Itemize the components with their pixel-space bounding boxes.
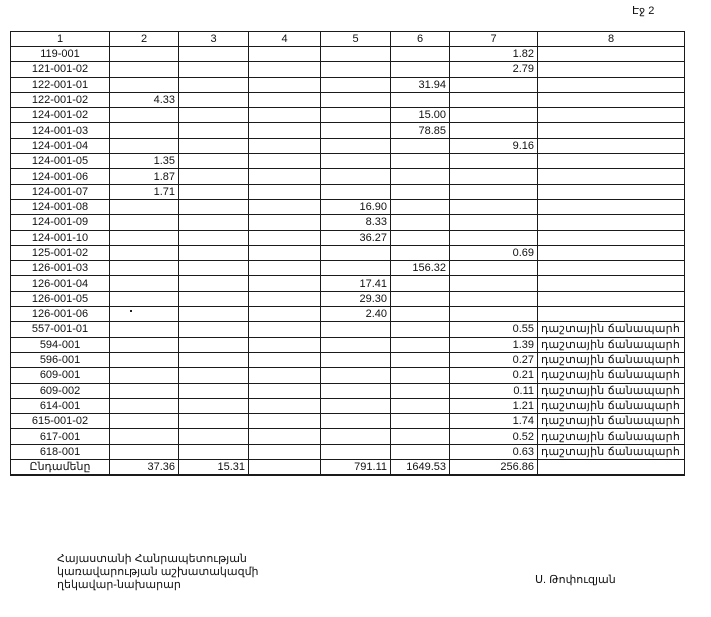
parcel-code-cell: 121-001-02 bbox=[11, 62, 110, 77]
value-cell bbox=[110, 47, 179, 62]
value-cell bbox=[450, 169, 538, 184]
value-cell bbox=[391, 230, 450, 245]
value-cell bbox=[391, 184, 450, 199]
value-cell bbox=[110, 62, 179, 77]
value-cell: 15.31 bbox=[179, 460, 249, 476]
value-cell bbox=[179, 199, 249, 214]
value-cell bbox=[321, 154, 391, 169]
value-cell: 1649.53 bbox=[391, 460, 450, 476]
value-cell bbox=[249, 398, 321, 413]
value-cell: 1.74 bbox=[450, 414, 538, 429]
note-cell bbox=[538, 92, 685, 107]
value-cell bbox=[391, 62, 450, 77]
value-cell bbox=[249, 62, 321, 77]
table-row bbox=[11, 138, 685, 153]
value-cell bbox=[391, 383, 450, 398]
table-row bbox=[11, 398, 685, 413]
table-row bbox=[11, 62, 685, 77]
table-row bbox=[11, 169, 685, 184]
note-cell bbox=[538, 307, 685, 322]
value-cell bbox=[321, 184, 391, 199]
value-cell bbox=[450, 77, 538, 92]
value-cell bbox=[450, 108, 538, 123]
parcel-code-cell: 124-001-08 bbox=[11, 199, 110, 214]
value-cell bbox=[110, 108, 179, 123]
value-cell bbox=[179, 352, 249, 367]
value-cell bbox=[391, 154, 450, 169]
value-cell bbox=[321, 337, 391, 352]
signature-name: Ս. Թոփուզյան bbox=[535, 574, 616, 586]
value-cell bbox=[249, 460, 321, 476]
note-cell: դաշտային ճանապարհ bbox=[538, 368, 685, 383]
parcel-code-cell: 609-001 bbox=[11, 368, 110, 383]
parcel-code-cell: 609-002 bbox=[11, 383, 110, 398]
value-cell bbox=[179, 230, 249, 245]
value-cell bbox=[179, 123, 249, 138]
value-cell bbox=[110, 245, 179, 260]
value-cell: 31.94 bbox=[391, 77, 450, 92]
parcel-code-cell: 126-001-04 bbox=[11, 276, 110, 291]
table-row bbox=[11, 77, 685, 92]
value-cell: 1.39 bbox=[450, 337, 538, 352]
value-cell bbox=[391, 307, 450, 322]
value-cell bbox=[321, 138, 391, 153]
value-cell bbox=[450, 276, 538, 291]
value-cell bbox=[179, 108, 249, 123]
value-cell bbox=[450, 215, 538, 230]
value-cell bbox=[249, 368, 321, 383]
value-cell bbox=[110, 322, 179, 337]
value-cell bbox=[110, 307, 179, 322]
table-row bbox=[11, 108, 685, 123]
value-cell bbox=[391, 291, 450, 306]
parcel-code-cell: 126-001-05 bbox=[11, 291, 110, 306]
value-cell: 1.71 bbox=[110, 184, 179, 199]
value-cell bbox=[249, 108, 321, 123]
parcel-code-cell: 618-001 bbox=[11, 444, 110, 459]
value-cell bbox=[249, 414, 321, 429]
value-cell: 29.30 bbox=[321, 291, 391, 306]
header-cell: 8 bbox=[538, 32, 685, 47]
value-cell bbox=[110, 291, 179, 306]
value-cell bbox=[249, 230, 321, 245]
value-cell bbox=[249, 352, 321, 367]
value-cell: 0.11 bbox=[450, 383, 538, 398]
table-row bbox=[11, 276, 685, 291]
table-row bbox=[11, 230, 685, 245]
table-row bbox=[11, 47, 685, 62]
note-cell bbox=[538, 261, 685, 276]
header-cell: 4 bbox=[249, 32, 321, 47]
signature-title bbox=[57, 553, 259, 592]
value-cell: 156.32 bbox=[391, 261, 450, 276]
table-row bbox=[11, 245, 685, 260]
parcel-code-cell: 615-001-02 bbox=[11, 414, 110, 429]
table-row bbox=[11, 199, 685, 214]
header-cell: 3 bbox=[179, 32, 249, 47]
value-cell bbox=[249, 307, 321, 322]
value-cell bbox=[249, 215, 321, 230]
header-row bbox=[11, 32, 685, 47]
value-cell bbox=[391, 398, 450, 413]
header-cell: 5 bbox=[321, 32, 391, 47]
value-cell bbox=[179, 184, 249, 199]
value-cell bbox=[321, 383, 391, 398]
value-cell bbox=[249, 199, 321, 214]
value-cell bbox=[450, 92, 538, 107]
value-cell bbox=[179, 429, 249, 444]
value-cell bbox=[249, 123, 321, 138]
value-cell bbox=[249, 444, 321, 459]
value-cell bbox=[391, 368, 450, 383]
note-cell bbox=[538, 169, 685, 184]
parcel-code-cell: 125-001-02 bbox=[11, 245, 110, 260]
note-cell: դաշտային ճանապարհ bbox=[538, 352, 685, 367]
value-cell bbox=[110, 77, 179, 92]
value-cell bbox=[450, 291, 538, 306]
value-cell bbox=[321, 62, 391, 77]
value-cell bbox=[321, 414, 391, 429]
parcel-code-cell: 594-001 bbox=[11, 337, 110, 352]
value-cell bbox=[249, 47, 321, 62]
value-cell bbox=[391, 429, 450, 444]
note-cell bbox=[538, 215, 685, 230]
value-cell bbox=[179, 261, 249, 276]
value-cell bbox=[391, 92, 450, 107]
value-cell bbox=[110, 138, 179, 153]
value-cell: 37.36 bbox=[110, 460, 179, 476]
value-cell bbox=[179, 169, 249, 184]
value-cell bbox=[249, 138, 321, 153]
page-label: Էջ 2 bbox=[632, 5, 655, 17]
note-cell bbox=[538, 245, 685, 260]
value-cell: 16.90 bbox=[321, 199, 391, 214]
parcel-code-cell: 124-001-07 bbox=[11, 184, 110, 199]
table-row bbox=[11, 215, 685, 230]
value-cell bbox=[110, 352, 179, 367]
parcel-code-cell: Ընդամենը bbox=[11, 460, 110, 476]
note-cell bbox=[538, 62, 685, 77]
table-row bbox=[11, 322, 685, 337]
header-cell: 1 bbox=[11, 32, 110, 47]
value-cell bbox=[321, 245, 391, 260]
value-cell bbox=[321, 322, 391, 337]
value-cell bbox=[249, 337, 321, 352]
value-cell bbox=[391, 352, 450, 367]
value-cell bbox=[179, 245, 249, 260]
value-cell: 0.27 bbox=[450, 352, 538, 367]
parcel-code-cell: 124-001-02 bbox=[11, 108, 110, 123]
parcel-code-cell: 557-001-01 bbox=[11, 322, 110, 337]
value-cell bbox=[179, 62, 249, 77]
table-row bbox=[11, 337, 685, 352]
value-cell bbox=[321, 368, 391, 383]
value-cell bbox=[391, 47, 450, 62]
value-cell: 0.52 bbox=[450, 429, 538, 444]
value-cell bbox=[249, 169, 321, 184]
value-cell: 36.27 bbox=[321, 230, 391, 245]
signature-line: Հայաստանի Հանրապետության bbox=[57, 553, 247, 565]
parcel-code-cell: 614-001 bbox=[11, 398, 110, 413]
value-cell bbox=[179, 414, 249, 429]
value-cell bbox=[321, 429, 391, 444]
value-cell: 8.33 bbox=[321, 215, 391, 230]
value-cell bbox=[110, 368, 179, 383]
value-cell bbox=[321, 47, 391, 62]
value-cell bbox=[321, 92, 391, 107]
value-cell bbox=[450, 123, 538, 138]
value-cell bbox=[179, 398, 249, 413]
value-cell bbox=[450, 307, 538, 322]
value-cell bbox=[179, 291, 249, 306]
value-cell bbox=[179, 368, 249, 383]
value-cell bbox=[321, 261, 391, 276]
value-cell bbox=[450, 230, 538, 245]
value-cell bbox=[110, 414, 179, 429]
value-cell bbox=[110, 123, 179, 138]
value-cell bbox=[450, 199, 538, 214]
scan-dot bbox=[130, 310, 132, 312]
parcel-code-cell: 119-001 bbox=[11, 47, 110, 62]
table-row bbox=[11, 261, 685, 276]
value-cell bbox=[249, 383, 321, 398]
note-cell: դաշտային ճանապարհ bbox=[538, 429, 685, 444]
parcel-code-cell: 124-001-09 bbox=[11, 215, 110, 230]
value-cell bbox=[391, 169, 450, 184]
table-row bbox=[11, 352, 685, 367]
data-table bbox=[10, 31, 685, 476]
value-cell bbox=[179, 77, 249, 92]
value-cell bbox=[110, 444, 179, 459]
value-cell bbox=[321, 77, 391, 92]
value-cell: 0.21 bbox=[450, 368, 538, 383]
note-cell bbox=[538, 276, 685, 291]
value-cell: 0.63 bbox=[450, 444, 538, 459]
parcel-code-cell: 124-001-04 bbox=[11, 138, 110, 153]
value-cell bbox=[391, 276, 450, 291]
value-cell bbox=[391, 337, 450, 352]
value-cell bbox=[391, 414, 450, 429]
header-cell: 6 bbox=[391, 32, 450, 47]
value-cell bbox=[110, 337, 179, 352]
value-cell bbox=[179, 154, 249, 169]
value-cell bbox=[249, 261, 321, 276]
value-cell: 1.87 bbox=[110, 169, 179, 184]
table-row bbox=[11, 291, 685, 306]
value-cell bbox=[321, 108, 391, 123]
table-row bbox=[11, 368, 685, 383]
value-cell: 78.85 bbox=[391, 123, 450, 138]
parcel-code-cell: 122-001-02 bbox=[11, 92, 110, 107]
table-row bbox=[11, 444, 685, 459]
note-cell bbox=[538, 108, 685, 123]
note-cell bbox=[538, 77, 685, 92]
value-cell bbox=[110, 230, 179, 245]
value-cell bbox=[110, 398, 179, 413]
value-cell bbox=[450, 261, 538, 276]
parcel-code-cell: 122-001-01 bbox=[11, 77, 110, 92]
table-row bbox=[11, 429, 685, 444]
signature-line: ղեկավար-նախարար bbox=[57, 579, 181, 591]
value-cell bbox=[110, 261, 179, 276]
value-cell: 1.21 bbox=[450, 398, 538, 413]
parcel-code-cell: 124-001-10 bbox=[11, 230, 110, 245]
value-cell bbox=[110, 199, 179, 214]
value-cell bbox=[450, 154, 538, 169]
note-cell bbox=[538, 460, 685, 476]
value-cell bbox=[249, 322, 321, 337]
value-cell bbox=[249, 291, 321, 306]
value-cell bbox=[179, 47, 249, 62]
value-cell bbox=[179, 215, 249, 230]
value-cell bbox=[249, 77, 321, 92]
note-cell bbox=[538, 138, 685, 153]
value-cell bbox=[249, 154, 321, 169]
value-cell: 1.35 bbox=[110, 154, 179, 169]
value-cell bbox=[110, 276, 179, 291]
total-row bbox=[11, 460, 685, 476]
header-cell: 7 bbox=[450, 32, 538, 47]
value-cell bbox=[179, 444, 249, 459]
value-cell bbox=[179, 322, 249, 337]
parcel-code-cell: 126-001-06 bbox=[11, 307, 110, 322]
value-cell bbox=[249, 276, 321, 291]
value-cell: 2.40 bbox=[321, 307, 391, 322]
value-cell bbox=[321, 398, 391, 413]
note-cell: դաշտային ճանապարհ bbox=[538, 322, 685, 337]
value-cell bbox=[249, 184, 321, 199]
parcel-code-cell: 124-001-03 bbox=[11, 123, 110, 138]
value-cell bbox=[249, 92, 321, 107]
note-cell bbox=[538, 291, 685, 306]
table-row bbox=[11, 383, 685, 398]
value-cell: 0.55 bbox=[450, 322, 538, 337]
value-cell bbox=[321, 352, 391, 367]
value-cell bbox=[391, 444, 450, 459]
value-cell bbox=[321, 169, 391, 184]
value-cell bbox=[110, 215, 179, 230]
value-cell: 4.33 bbox=[110, 92, 179, 107]
value-cell bbox=[110, 429, 179, 444]
signature-line: կառավարության աշխատակազմի bbox=[57, 566, 259, 578]
value-cell bbox=[179, 276, 249, 291]
value-cell: 9.16 bbox=[450, 138, 538, 153]
note-cell: դաշտային ճանապարհ bbox=[538, 444, 685, 459]
value-cell: 2.79 bbox=[450, 62, 538, 77]
value-cell bbox=[321, 123, 391, 138]
note-cell: դաշտային ճանապարհ bbox=[538, 398, 685, 413]
value-cell bbox=[391, 138, 450, 153]
note-cell bbox=[538, 230, 685, 245]
table-row bbox=[11, 414, 685, 429]
value-cell bbox=[391, 199, 450, 214]
value-cell bbox=[249, 245, 321, 260]
value-cell: 791.11 bbox=[321, 460, 391, 476]
value-cell bbox=[321, 444, 391, 459]
note-cell bbox=[538, 199, 685, 214]
parcel-code-cell: 124-001-05 bbox=[11, 154, 110, 169]
table-row bbox=[11, 307, 685, 322]
value-cell bbox=[179, 92, 249, 107]
table-row bbox=[11, 154, 685, 169]
value-cell bbox=[110, 383, 179, 398]
header-cell: 2 bbox=[110, 32, 179, 47]
note-cell: դաշտային ճանապարհ bbox=[538, 383, 685, 398]
parcel-code-cell: 617-001 bbox=[11, 429, 110, 444]
value-cell bbox=[391, 215, 450, 230]
value-cell bbox=[179, 307, 249, 322]
parcel-code-cell: 124-001-06 bbox=[11, 169, 110, 184]
value-cell bbox=[179, 383, 249, 398]
table-row bbox=[11, 123, 685, 138]
value-cell bbox=[179, 138, 249, 153]
note-cell: դաշտային ճանապարհ bbox=[538, 414, 685, 429]
value-cell: 1.82 bbox=[450, 47, 538, 62]
value-cell: 15.00 bbox=[391, 108, 450, 123]
note-cell bbox=[538, 47, 685, 62]
note-cell: դաշտային ճանապարհ bbox=[538, 337, 685, 352]
table-row bbox=[11, 184, 685, 199]
parcel-code-cell: 126-001-03 bbox=[11, 261, 110, 276]
value-cell bbox=[179, 337, 249, 352]
parcel-code-cell: 596-001 bbox=[11, 352, 110, 367]
value-cell: 0.69 bbox=[450, 245, 538, 260]
value-cell bbox=[391, 322, 450, 337]
value-cell bbox=[450, 184, 538, 199]
value-cell: 17.41 bbox=[321, 276, 391, 291]
note-cell bbox=[538, 154, 685, 169]
note-cell bbox=[538, 184, 685, 199]
table-row bbox=[11, 92, 685, 107]
value-cell bbox=[391, 245, 450, 260]
value-cell bbox=[249, 429, 321, 444]
value-cell: 256.86 bbox=[450, 460, 538, 476]
note-cell bbox=[538, 123, 685, 138]
